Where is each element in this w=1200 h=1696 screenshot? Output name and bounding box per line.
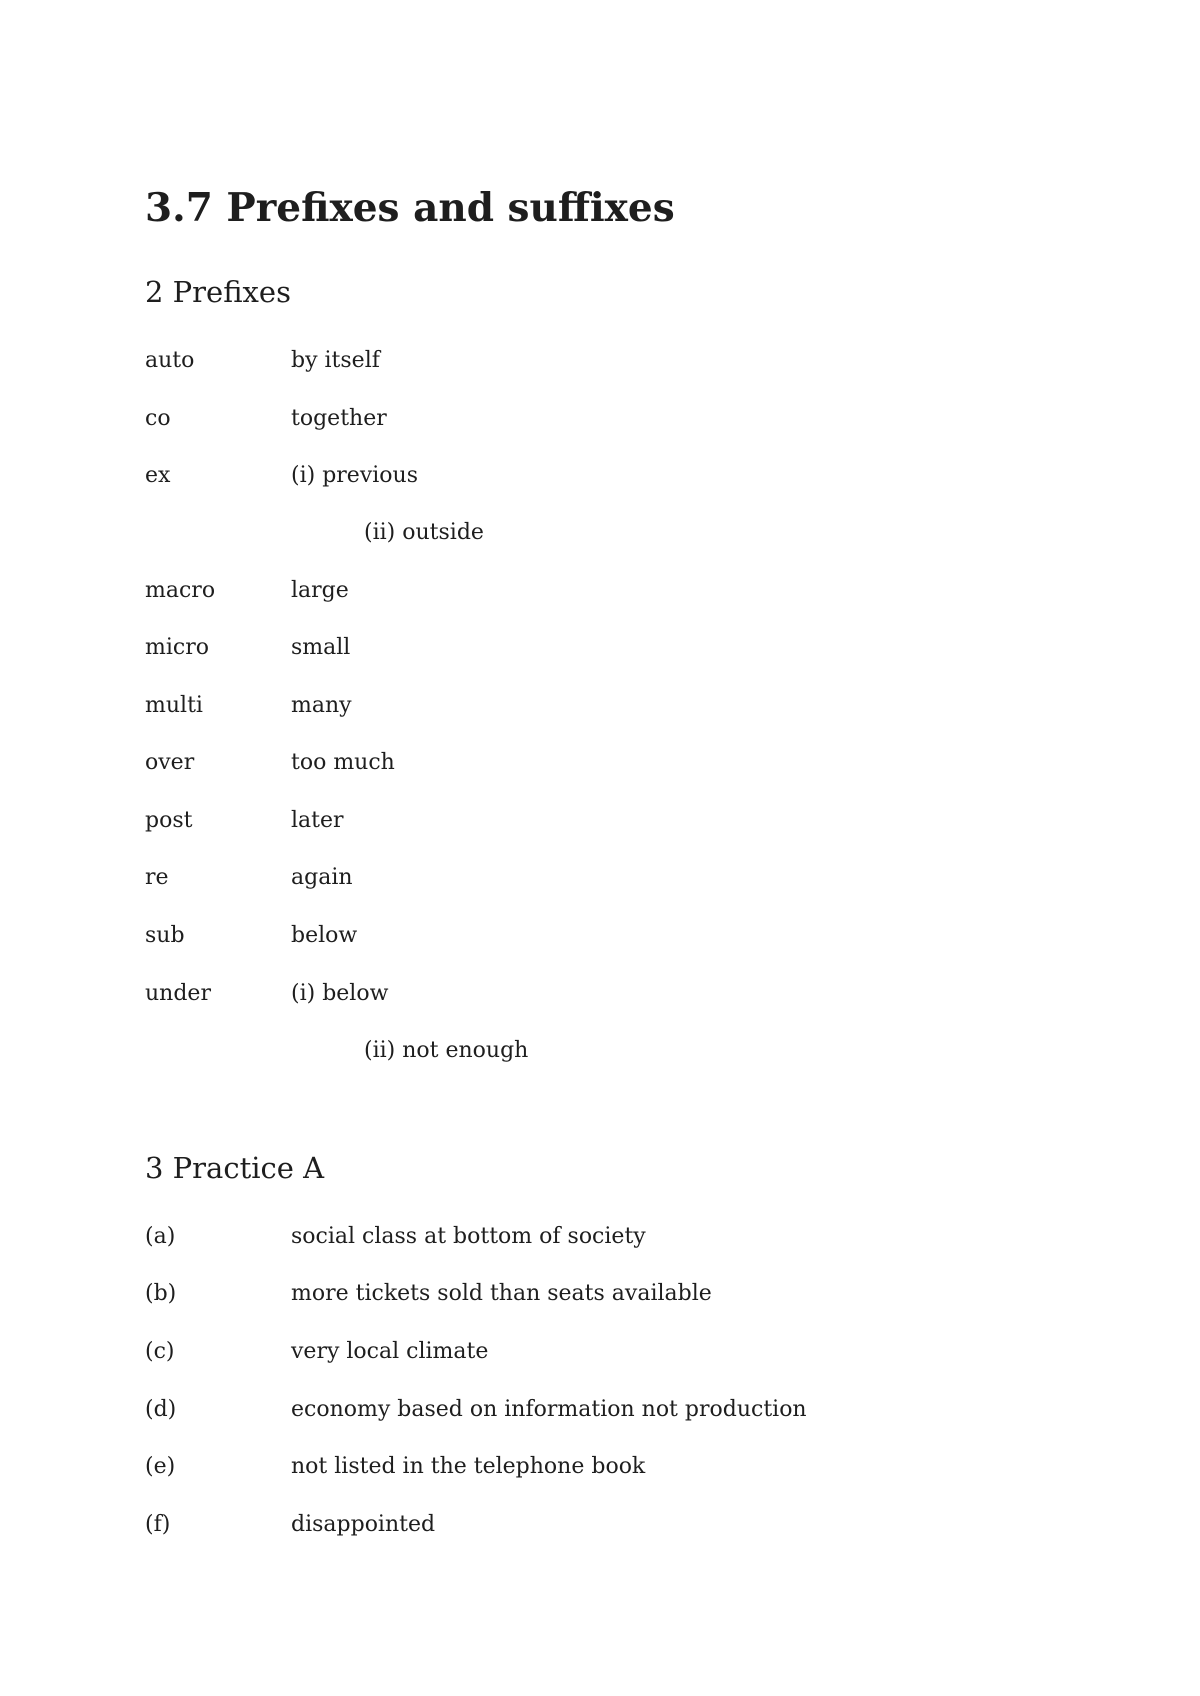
- practice-label: (a): [145, 1224, 176, 1249]
- prefix-term: re: [145, 865, 169, 890]
- prefixes-heading: 2 Prefixes: [145, 275, 291, 309]
- prefix-term: auto: [145, 348, 195, 373]
- prefix-meaning: by itself: [291, 348, 380, 373]
- prefix-meaning: small: [291, 635, 351, 660]
- prefix-term: co: [145, 406, 171, 431]
- practice-label: (e): [145, 1454, 176, 1479]
- prefix-term: post: [145, 808, 193, 833]
- prefix-meaning: together: [291, 406, 387, 431]
- practice-label: (d): [145, 1397, 177, 1422]
- practice-text: more tickets sold than seats available: [291, 1281, 712, 1306]
- prefix-meaning: many: [291, 693, 352, 718]
- practice-label: (f): [145, 1512, 171, 1537]
- prefix-term: under: [145, 981, 211, 1006]
- practice-text: not listed in the telephone book: [291, 1454, 646, 1479]
- prefix-meaning: (ii) outside: [364, 520, 484, 545]
- page-title: 3.7 Prefixes and suffixes: [145, 185, 675, 231]
- prefix-meaning: below: [291, 923, 358, 948]
- prefix-meaning: (i) below: [291, 981, 389, 1006]
- practice-text: disappointed: [291, 1512, 436, 1537]
- prefix-term: micro: [145, 635, 209, 660]
- prefix-term: macro: [145, 578, 216, 603]
- prefix-meaning: too much: [291, 750, 395, 775]
- practice-text: social class at bottom of society: [291, 1224, 646, 1249]
- practice-text: very local climate: [291, 1339, 489, 1364]
- practice-heading: 3 Practice A: [145, 1151, 325, 1185]
- prefix-term: over: [145, 750, 195, 775]
- prefix-term: ex: [145, 463, 171, 488]
- prefix-term: multi: [145, 693, 203, 718]
- prefix-meaning: large: [291, 578, 349, 603]
- practice-label: (c): [145, 1339, 175, 1364]
- prefix-meaning: again: [291, 865, 353, 890]
- practice-label: (b): [145, 1281, 177, 1306]
- prefix-term: sub: [145, 923, 185, 948]
- practice-text: economy based on information not production: [291, 1397, 807, 1422]
- prefix-meaning: (i) previous: [291, 463, 418, 488]
- prefix-meaning: (ii) not enough: [364, 1038, 529, 1063]
- prefix-meaning: later: [291, 808, 344, 833]
